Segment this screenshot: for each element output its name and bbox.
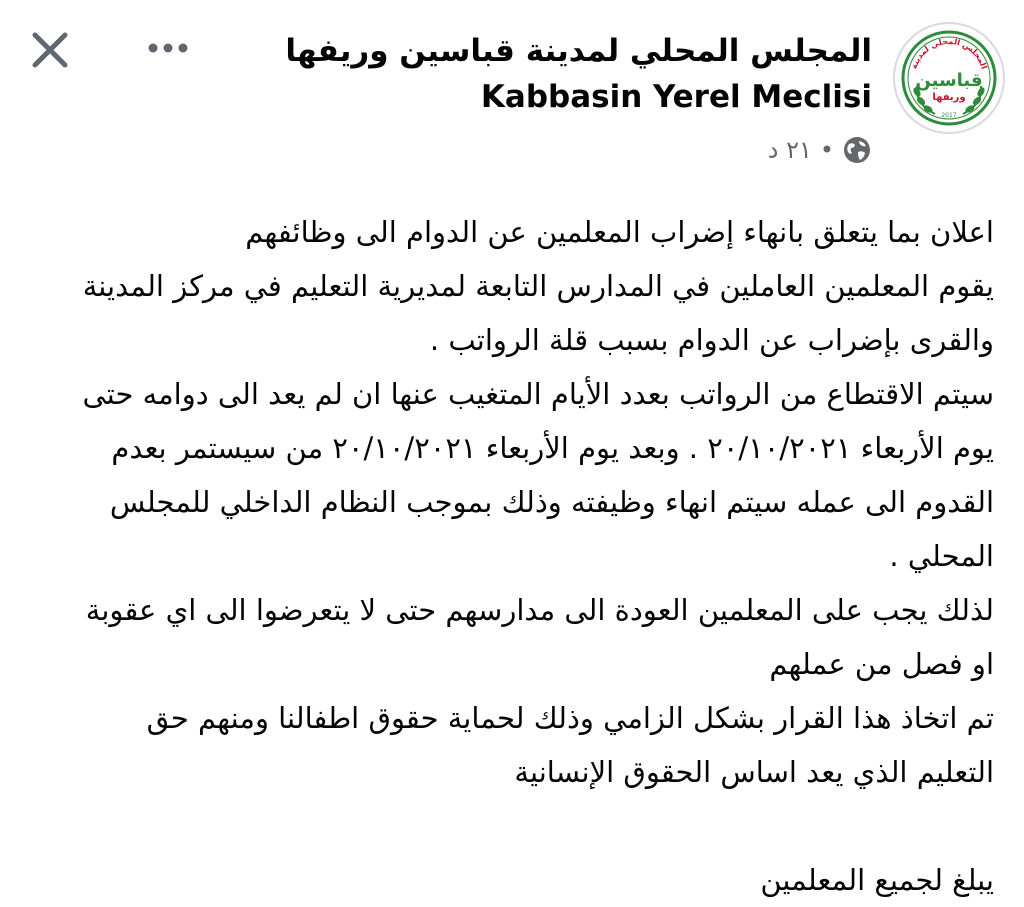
post-meta [768,132,872,168]
post-header [0,0,1024,180]
post-line: سيتم الاقتطاع من الرواتب بعدد الأيام المتغيب عنها ان لم يعد الى دوامه حتى [82,377,994,411]
close-icon [30,30,70,70]
globe-icon [842,135,872,165]
post-timestamp[interactable]: ٢١ د [767,136,812,164]
post-line: التعليم الذي يعد اساس الحقوق الإنسانية [514,755,994,789]
post-line: او فصل من عملهم [769,647,994,681]
post-text [19,205,994,907]
post-line: يبلغ لجميع المعلمين [760,863,994,897]
post-line: يقوم المعلمين العاملين في المدارس التابعة لمديرية التعليم في مركز المدينة [82,269,994,303]
post-line: يوم الأربعاء ٢٠/١٠/٢٠٢١ . وبعد يوم الأربعاء ٢٠/١٠/٢٠٢١ من سيستمر بعدم [111,431,994,465]
svg-text:وريفها: وريفها [932,92,966,103]
post-line: تم اتخاذ هذا القرار بشكل الزامي وذلك لحماية حقوق اطفالنا ومنهم حق [146,701,994,735]
council-logo [895,24,1003,132]
svg-text:2017: 2017 [941,112,957,119]
page-avatar[interactable] [893,22,1005,134]
blank-line [19,799,994,853]
post-line: اعلان بما يتعلق بانهاء إضراب المعلمين عن الدوام الى وظائفهم [245,215,994,249]
page-name-link[interactable]: المجلس المحلي لمدينة قباسين وريفها Kabbasin Yerel Meclisi [285,33,872,115]
post-line: المحلي . [889,539,994,573]
svg-text:قباسين: قباسين [915,70,983,91]
post-line: لذلك يجب على المعلمين العودة الى مدارسهم حتى لا يتعرضوا الى اي عقوبة [85,593,994,627]
svg-text:المجلس المحلي لمدينة: المجلس المحلي لمدينة [909,36,989,71]
post-line: القدوم الى عمله سيتم انهاء وظيفته وذلك بموجب النظام الداخلي للمجلس [109,485,994,519]
meta-separator: • [819,136,834,164]
close-button[interactable] [30,30,70,70]
post-line: والقرى بإضراب عن الدوام بسبب قلة الرواتب . [429,323,994,357]
